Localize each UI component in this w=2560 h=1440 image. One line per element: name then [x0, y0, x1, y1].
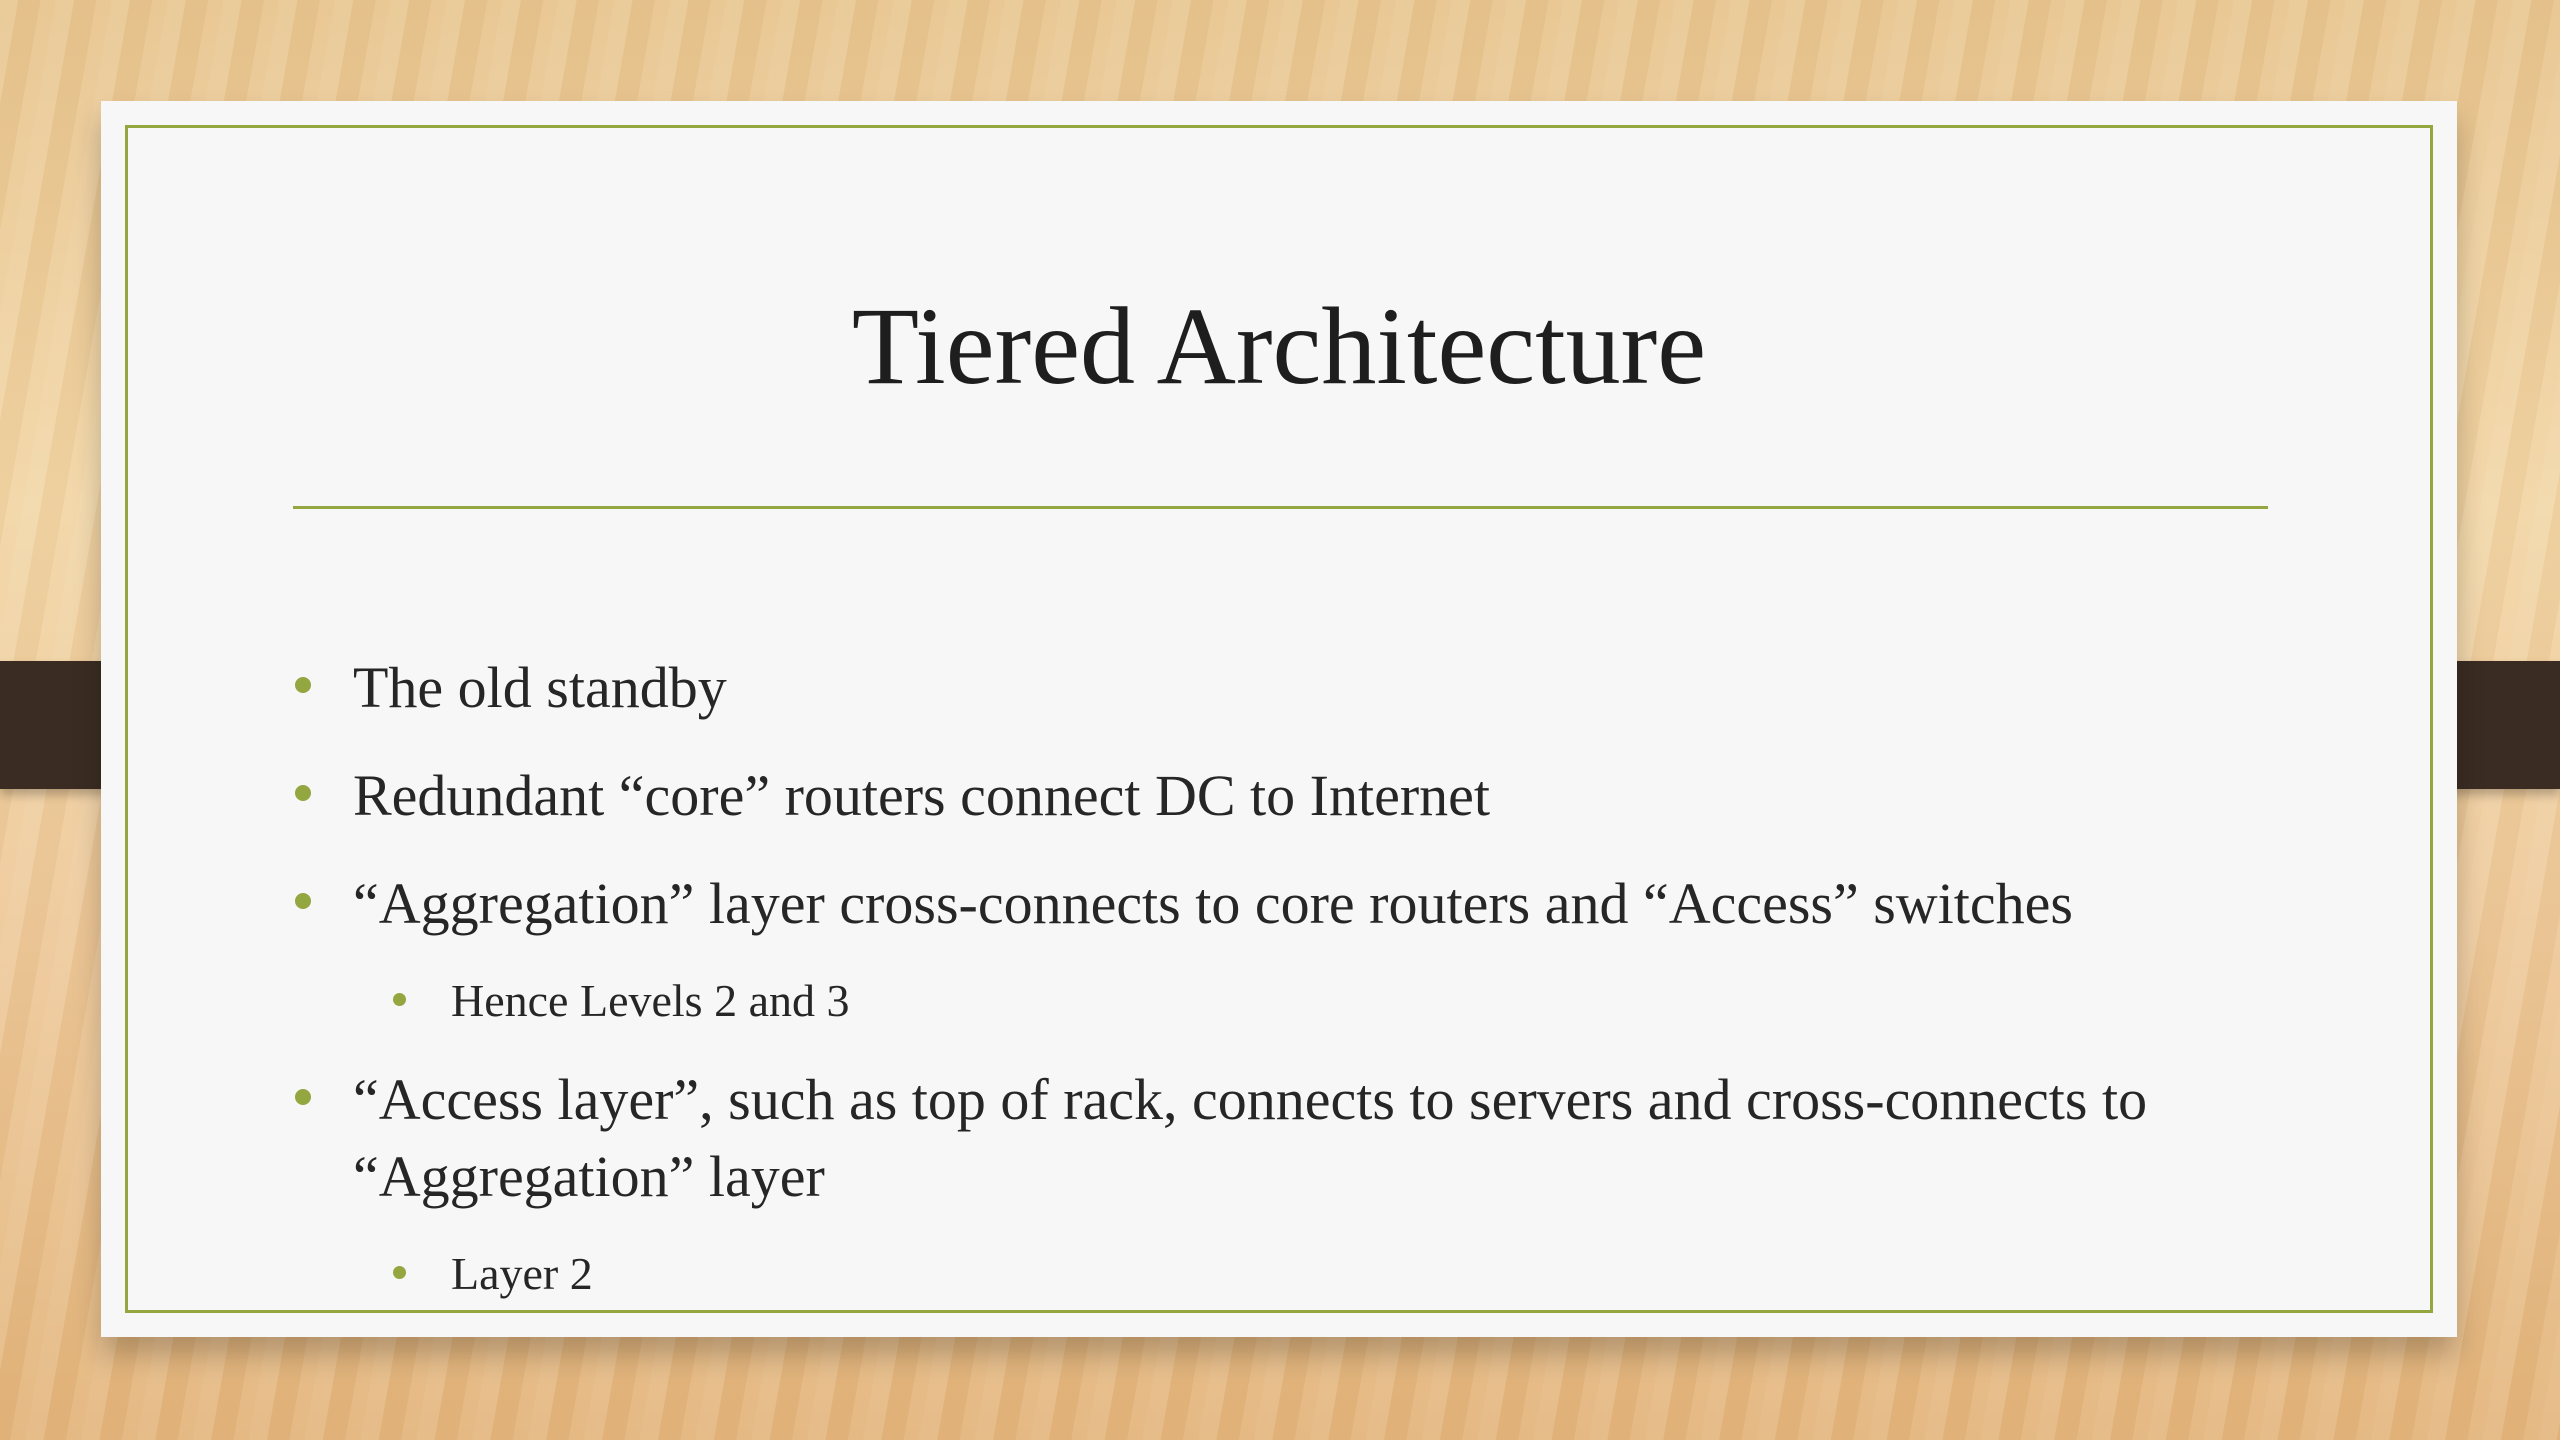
bullet-item: [293, 757, 2293, 834]
bullet-dot-icon: [393, 1266, 406, 1279]
bullet-dot-icon: [295, 785, 311, 801]
bullet-item: [293, 649, 2293, 726]
bullet-list: [293, 649, 2293, 1334]
slide: [101, 101, 2457, 1337]
bullet-item: [293, 865, 2293, 942]
bullet-text: Redundant “core” routers connect DC to Internet: [353, 763, 1491, 828]
bullet-dot-icon: [295, 677, 311, 693]
sub-bullet-item: [293, 971, 2293, 1031]
bullet-dot-icon: [295, 893, 311, 909]
bullet-text: The old standby: [353, 655, 727, 720]
sub-bullet-text: Hence Levels 2 and 3: [451, 975, 850, 1026]
title-divider: [293, 506, 2268, 509]
slide-title: Tiered Architecture: [851, 285, 1707, 407]
bullet-item: [293, 1061, 2293, 1215]
sub-bullet-text: Layer 2: [451, 1248, 593, 1299]
bullet-text: “Access layer”, such as top of rack, connects to servers and cross-connects to “Aggregation” layer: [353, 1067, 2148, 1209]
bullet-dot-icon: [295, 1089, 311, 1105]
bullet-dot-icon: [393, 993, 406, 1006]
sub-bullet-item: [293, 1244, 2293, 1304]
bullet-text: “Aggregation” layer cross-connects to core routers and “Access” switches: [353, 871, 2073, 936]
